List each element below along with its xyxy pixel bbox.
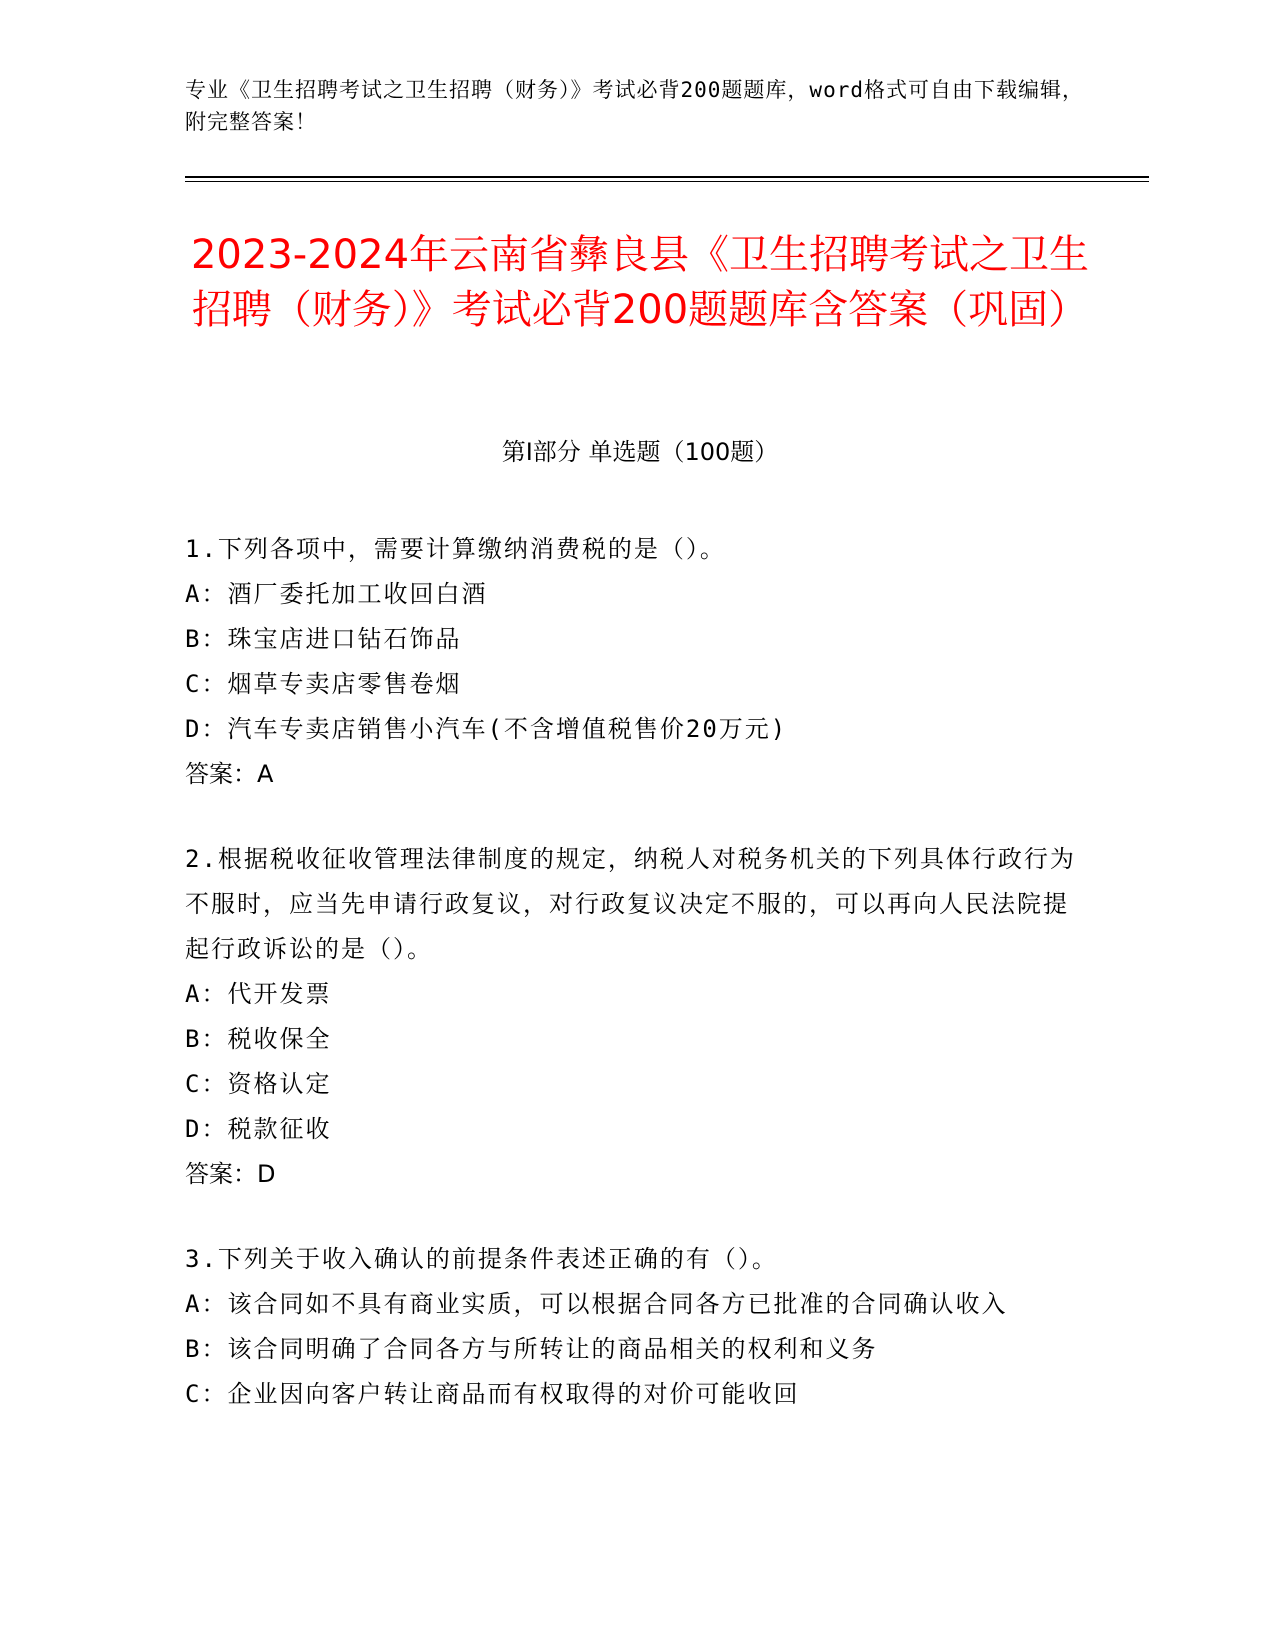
question-stem: 3.下列关于收入确认的前提条件表述正确的有（）。 (185, 1245, 778, 1273)
option-a: A：代开发票 (185, 980, 332, 1008)
option-b: B：该合同明确了合同各方与所转让的商品相关的权利和义务 (185, 1335, 878, 1363)
option-c: C：企业因向客户转让商品而有权取得的对价可能收回 (185, 1380, 800, 1408)
question-stem: 1.下列各项中，需要计算缴纳消费税的是（）。 (185, 535, 726, 563)
option-b: B：珠宝店进口钻石饰品 (185, 625, 462, 653)
document-title: 2023-2024年云南省彝良县《卫生招聘考试之卫生招聘（财务）》考试必背200题题库含答案（巩固） (190, 232, 1090, 333)
option-a: A：酒厂委托加工收回白酒 (185, 580, 488, 608)
option-d: D：汽车专卖店销售小汽车(不含增值税售价20万元) (185, 715, 788, 743)
header-rule-thin (185, 181, 1149, 182)
question-2 (185, 837, 1085, 1197)
option-c: C：资格认定 (185, 1070, 332, 1098)
question-stem: 2.根据税收征收管理法律制度的规定，纳税人对税务机关的下列具体行政行为不服时，应当先申请行政复议，对行政复议决定不服的，可以再向人民法院提起行政诉讼的是（）。 (185, 845, 1076, 963)
question-1 (185, 527, 1085, 797)
option-a: A：该合同如不具有商业实质，可以根据合同各方已批准的合同确认收入 (185, 1290, 1008, 1318)
question-3 (185, 1237, 1085, 1417)
option-c: C：烟草专卖店零售卷烟 (185, 670, 462, 698)
answer: 答案：D (185, 1160, 276, 1188)
section-title: 第I部分 单选题（100题） (501, 438, 779, 466)
question-list (185, 527, 1085, 1457)
answer: 答案：A (185, 760, 274, 788)
header-note: 专业《卫生招聘考试之卫生招聘（财务）》考试必背200题题库，word格式可自由下载编辑，附完整答案！ (185, 78, 1084, 134)
option-d: D：税款征收 (185, 1115, 332, 1143)
header-rule-thick (185, 176, 1149, 178)
option-b: B：税收保全 (185, 1025, 332, 1053)
